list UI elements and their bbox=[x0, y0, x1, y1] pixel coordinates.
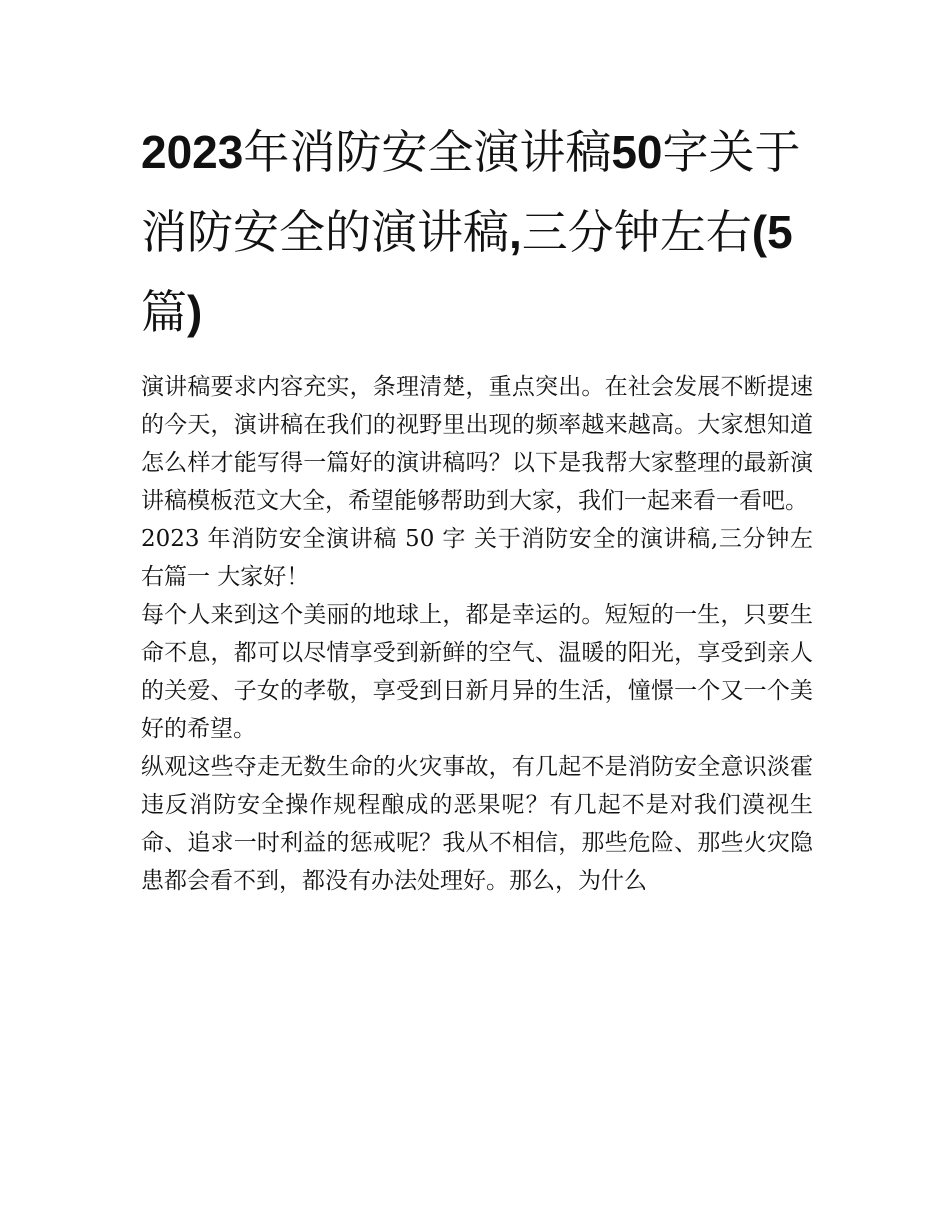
document-title bbox=[141, 112, 813, 352]
title-part: 2023 bbox=[141, 126, 244, 178]
title-part: , bbox=[509, 206, 522, 258]
paragraph-body: 纵观这些夺走无数生命的火灾事故，有几起不是消防安全意识淡霍违反消防安全操作规程酿成的恶果呢？有几起不是对我们漠视生命、追求一时利益的惩戒呢？我从不相信，那些危险、那些火灾隐患都会看不到，都没有办法处理好。那么，为什么 bbox=[141, 754, 813, 894]
paragraph-body: 每个人来到这个美丽的地球上，都是幸运的。短短的一生，只要生命不息，都可以尽情享受到新鲜的空气、温暖的阳光，享受到亲人的关爱、子女的孝敬，享受到日新月异的生活，憧憬一个又一个美好的希望。 bbox=[141, 602, 813, 742]
document-body bbox=[141, 368, 813, 900]
paragraph-section-heading: 2023 年消防安全演讲稿 50 字 关于消防安全的演讲稿,三分钟左右篇一 大家好！ bbox=[141, 526, 813, 590]
paragraph-intro: 演讲稿要求内容充实，条理清楚，重点突出。在社会发展不断提速的今天，演讲稿在我们的视野里出现的频率越来越高。大家想知道怎么样才能写得一篇好的演讲稿吗？以下是我帮大家整理的最新演讲稿模板范文大全，希望能够帮助到大家，我们一起来看一看吧。 bbox=[141, 374, 813, 514]
title-part: 50 bbox=[611, 126, 663, 178]
document-page bbox=[141, 112, 813, 900]
title-part: 字关于消防安全的演讲稿 bbox=[141, 125, 801, 259]
title-part: (5 bbox=[751, 206, 793, 258]
title-part: 篇 bbox=[141, 285, 187, 339]
title-part: ) bbox=[187, 286, 203, 338]
title-part: 三分钟左右 bbox=[521, 205, 752, 259]
title-part: 年消防安全演讲稿 bbox=[243, 125, 612, 179]
